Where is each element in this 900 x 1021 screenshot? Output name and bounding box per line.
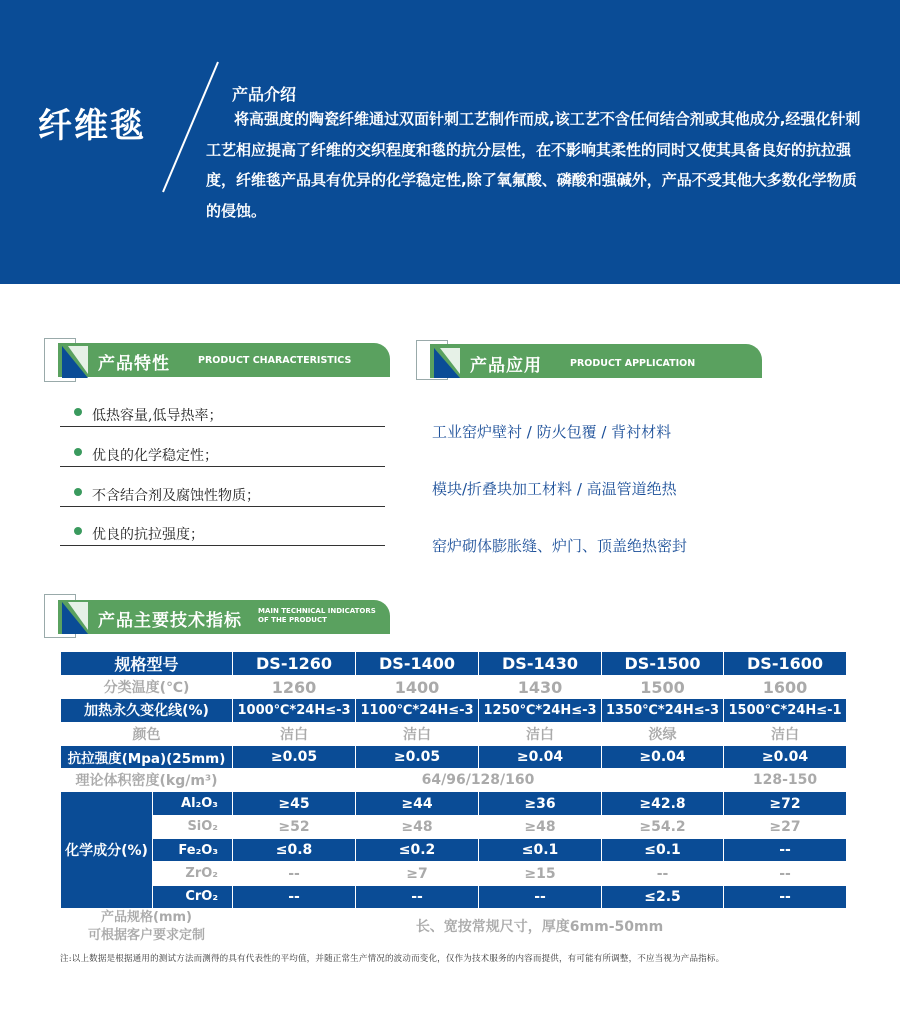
table-row: ZrO₂ -- ≥7 ≥15 -- -- [61, 862, 847, 885]
flag-icon [60, 344, 90, 380]
bullet-icon [74, 527, 82, 535]
table-row: CrO₂ -- -- -- ≤2.5 -- [61, 885, 847, 908]
section-title-en: PRODUCT APPLICATION [570, 358, 696, 369]
list-item: 优良的抗拉强度； [60, 518, 385, 546]
spec-table [60, 651, 847, 947]
section-title-cn: 产品应用 [470, 356, 542, 376]
section-title-en: PRODUCT CHARACTERISTICS [198, 355, 352, 366]
section-header-specs [44, 594, 390, 630]
divider-slash-icon [0, 0, 240, 200]
table-row: 抗拉强度(Mpa)(25mm) ≥0.05 ≥0.05 ≥0.04 ≥0.04 ≥0.04 [61, 745, 847, 768]
table-row: 理论体积密度(kg/m³) 64/96/128/160 128-150 [61, 769, 847, 792]
bullet-icon [74, 448, 82, 456]
section-title-en: MAIN TECHNICAL INDICATORS OF THE PRODUCT [258, 607, 376, 624]
section-header-characteristics [44, 338, 390, 374]
list-item: 低热容量,低导热率； [60, 399, 385, 427]
flag-icon [60, 600, 90, 636]
footnote: 注:以上数据是根据通用的测试方法而测得的具有代表性的平均值，并随正常生产情况的波动而变化，仅作为技术服务的内容而提供，有可能有所调整，不应当视为产品指标。 [60, 954, 725, 964]
table-row: SiO₂ ≥52 ≥48 ≥48 ≥54.2 ≥27 [61, 815, 847, 838]
intro-title: 产品介绍 [232, 85, 297, 104]
intro-body: 将高强度的陶瓷纤维通过双面针刺工艺制作而成,该工艺不含任何结合剂或其他成分,经强化针刺工艺相应提高了纤维的交织程度和毯的抗分层性，在不影响其柔性的同时又使其具备良好的抗拉强度，纤维毯产品具有优异的化学稳定性,除了氧氟酸、磷酸和强碱外，产品不受其他大多数化学物质的侵蚀。 [206, 110, 861, 220]
table-row: 化学成分(%) Al₂O₃ ≥45 ≥44 ≥36 ≥42.8 ≥72 [61, 792, 847, 815]
table-row: 颜色 洁白 洁白 洁白 淡绿 洁白 [61, 722, 847, 745]
table-row: 加热永久变化线(%) 1000℃*24H≤-3 1100℃*24H≤-3 1250℃*24H≤-3 1350℃*24H≤-3 1500℃*24H≤-1 [61, 699, 847, 722]
table-row: 规格型号 DS-1260 DS-1400 DS-1430 DS-1500 DS-1600 [61, 652, 847, 676]
list-item: 不含结合剂及腐蚀性物质； [60, 479, 385, 507]
section-title-cn: 产品主要技术指标 [98, 611, 242, 631]
section-title-cn: 产品特性 [98, 354, 170, 374]
table-row: 分类温度(℃) 1260 1400 1430 1500 1600 [61, 676, 847, 699]
flag-icon [432, 346, 462, 380]
application-item: 模块/折叠块加工材料 / 高温管道绝热 [432, 480, 677, 498]
table-row: 产品规格(mm) 可根据客户要求定制 长、宽按常规尺寸，厚度6mm-50mm [61, 908, 847, 946]
product-title: 纤维毯 [38, 106, 146, 146]
table-row: Fe₂O₃ ≤0.8 ≤0.2 ≤0.1 ≤0.1 -- [61, 839, 847, 862]
section-header-application [416, 340, 762, 376]
application-item: 窑炉砌体膨胀缝、炉门、顶盖绝热密封 [432, 537, 688, 555]
list-item: 优良的化学稳定性； [60, 439, 385, 467]
bullet-icon [74, 408, 82, 416]
header-banner [0, 0, 900, 284]
bullet-icon [74, 488, 82, 496]
application-item: 工业窑炉壁衬 / 防火包覆 / 背衬材料 [432, 423, 672, 441]
